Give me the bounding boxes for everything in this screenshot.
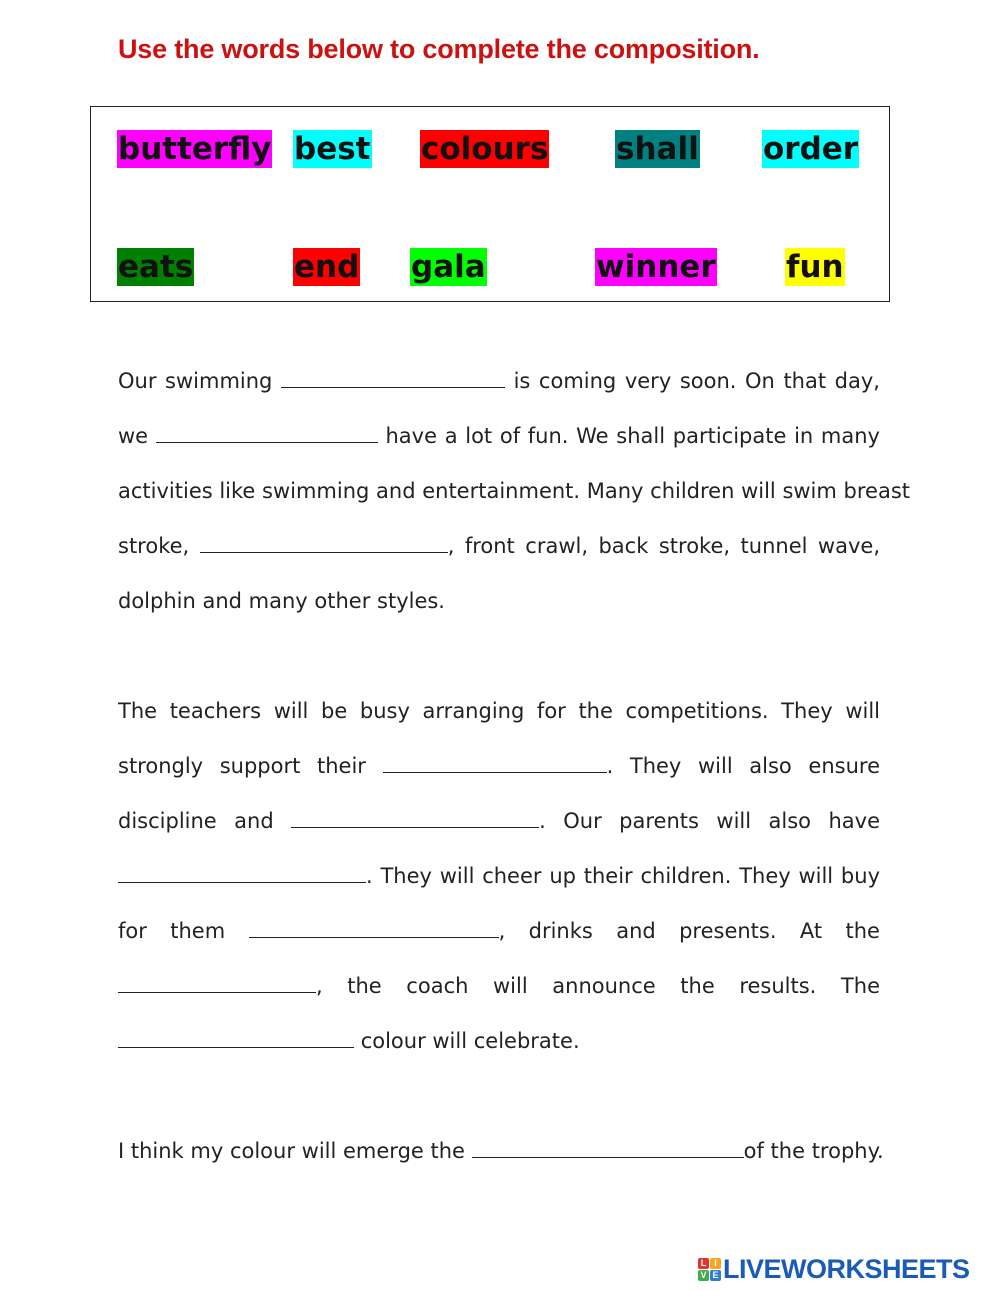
composition-line: , the coach will announce the results. The — [118, 974, 880, 998]
logo-letter: V — [698, 1270, 709, 1281]
composition-line: . They will cheer up their children. They will buy — [118, 864, 880, 888]
composition-line: dolphin and many other styles. — [118, 589, 445, 613]
composition-line: for them , drinks and presents. At the — [118, 919, 880, 943]
liveworksheets-logo — [698, 1254, 970, 1284]
word-bank-item: gala — [411, 249, 486, 285]
word-bank-item: shall — [616, 131, 699, 167]
composition-line: strongly support their . They will also ensure — [118, 754, 880, 778]
composition-line: activities like swimming and entertainment. Many children will swim breast — [118, 479, 910, 503]
answer-blank[interactable] — [383, 754, 607, 773]
answer-blank[interactable] — [156, 424, 378, 443]
composition-line: The teachers will be busy arranging for the competitions. They will — [118, 699, 880, 723]
word-bank-item: winner — [596, 249, 716, 285]
composition-line: colour will celebrate. — [118, 1029, 880, 1053]
word-bank-item: colours — [421, 131, 549, 167]
composition-line: Our swimming is coming very soon. On that day, — [118, 369, 880, 393]
word-bank-item: butterfly — [118, 131, 272, 167]
answer-blank[interactable] — [200, 534, 448, 553]
composition-line: I think my colour will emerge the of the trophy. — [118, 1139, 884, 1163]
answer-blank[interactable] — [118, 1029, 354, 1048]
answer-blank[interactable] — [118, 974, 316, 993]
word-bank — [90, 106, 890, 302]
logo-letter: E — [710, 1270, 721, 1281]
word-bank-item: eats — [118, 249, 194, 285]
word-bank-item: fun — [786, 249, 844, 285]
composition-line: discipline and . Our parents will also have — [118, 809, 880, 833]
composition-line: we have a lot of fun. We shall participate in many — [118, 424, 880, 448]
answer-blank[interactable] — [472, 1139, 744, 1158]
word-bank-item: end — [294, 249, 360, 285]
logo-letter: I — [710, 1258, 721, 1269]
answer-blank[interactable] — [118, 864, 366, 883]
logo-mark-icon — [698, 1258, 721, 1281]
word-bank-item: best — [294, 131, 371, 167]
word-bank-item: order — [763, 131, 859, 167]
logo-text: LIVEWORKSHEETS — [723, 1253, 970, 1284]
answer-blank[interactable] — [281, 369, 505, 388]
answer-blank[interactable] — [249, 919, 499, 938]
worksheet-title: Use the words below to complete the composition. — [118, 34, 760, 64]
answer-blank[interactable] — [291, 809, 539, 828]
composition-line: stroke, , front crawl, back stroke, tunnel wave, — [118, 534, 880, 558]
logo-letter: L — [698, 1258, 709, 1269]
